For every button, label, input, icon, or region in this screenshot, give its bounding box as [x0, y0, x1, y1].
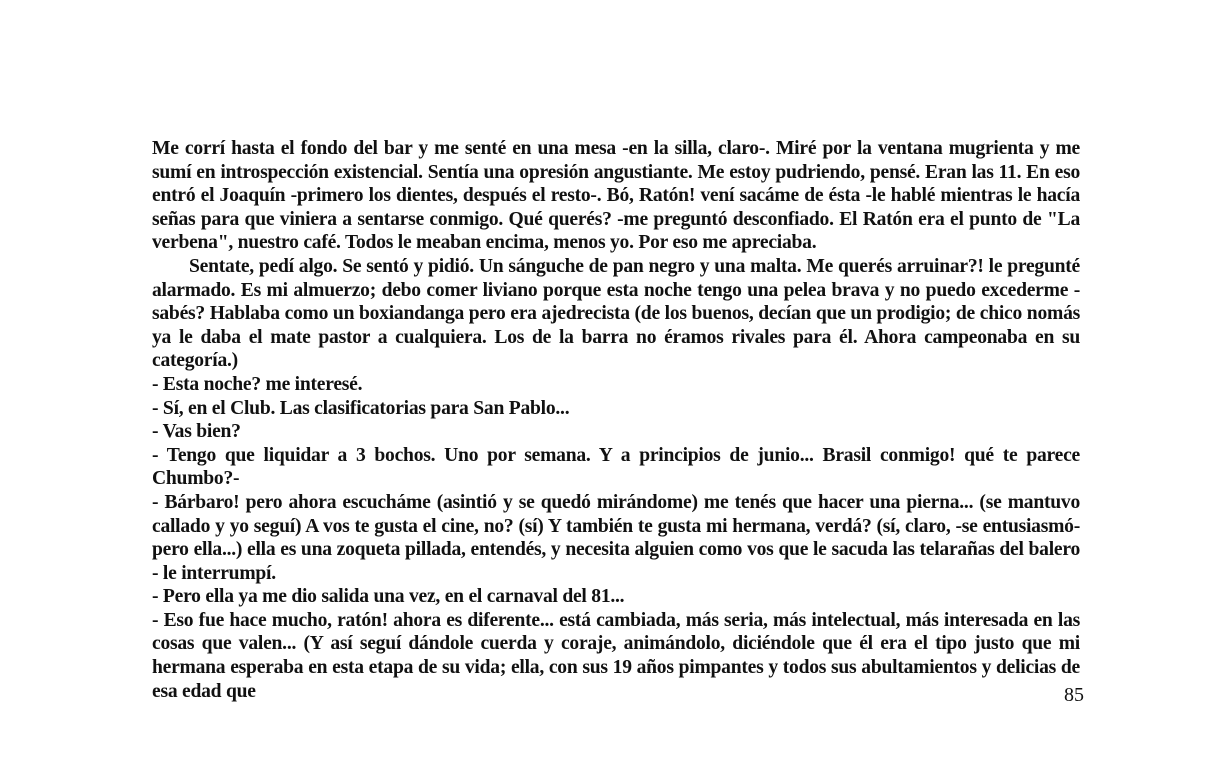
dialogue-line-3: - Vas bien? — [152, 421, 241, 443]
dialogue-line-7: - Eso fue hace mucho, ratón! ahora es diferente... está cambiada, más seria, más intelectual, más interesada en las cosas que valen... (Y así seguí dándole cuerda y coraje, animándolo, diciéndole que él era el tipo justo que mi hermana esperaba en esta etapa de su vida; ella, con sus 19 años pimpantes y todos sus abultamientos y delicias de esa edad que — [152, 609, 1080, 702]
paragraph-2: Sentate, pedí algo. Se sentó y pidió. Un sánguche de pan negro y una malta. Me querés arruinar?! le pregunté alarmado. Es mi almuerzo; debo comer liviano porque esta noche tengo una pelea brava y no puedo excederme -sabés? Hablaba como un boxiandanga pero era ajedrecista (de los buenos, decían que un prodigio; de chico nomás ya le daba el mate pastor a cualquiera. Los de la barra no éramos rivales para él. Ahora campeonaba en su categoría.) — [152, 255, 1080, 372]
dialogue-line-5: - Bárbaro! pero ahora escucháme (asintió y se quedó mirándome) me tenés que hacer una pierna... (se mantuvo callado y yo seguí) A vos te gusta el cine, no? (sí) Y también te gusta mi hermana, verdá? (sí, claro, -se entusiasmó- pero ella...) ella es una zoqueta pillada, entendés, y necesita alguien como vos que le sacuda las telarañas del balero - le interrumpí. — [152, 491, 1080, 584]
body-text — [152, 137, 1080, 703]
page-number: 85 — [1064, 684, 1084, 706]
dialogue-line-2: - Sí, en el Club. Las clasificatorias para San Pablo... — [152, 397, 570, 419]
paragraph-1: Me corrí hasta el fondo del bar y me senté en una mesa -en la silla, claro-. Miré por la ventana mugrienta y me sumí en introspección existencial. Sentía una opresión angustiante. Me estoy pudriendo, pensé. Eran las 11. En eso entró el Joaquín -primero los dientes, después el resto-. Bó, Ratón! vení sacáme de ésta -le hablé mientras le hacía señas para que viniera a sentarse conmigo. Qué querés? -me preguntó desconfiado. El Ratón era el punto de "La verbena", nuestro café. Todos le meaban encima, menos yo. Por eso me apreciaba. — [152, 138, 1080, 254]
dialogue-line-4: - Tengo que liquidar a 3 bochos. Uno por semana. Y a principios de junio... Brasil conmigo! qué te parece Chumbo?- — [152, 444, 1080, 490]
dialogue-line-6: - Pero ella ya me dio salida una vez, en el carnaval del 81... — [152, 586, 625, 608]
dialogue-line-1: - Esta noche? me interesé. — [152, 373, 363, 395]
